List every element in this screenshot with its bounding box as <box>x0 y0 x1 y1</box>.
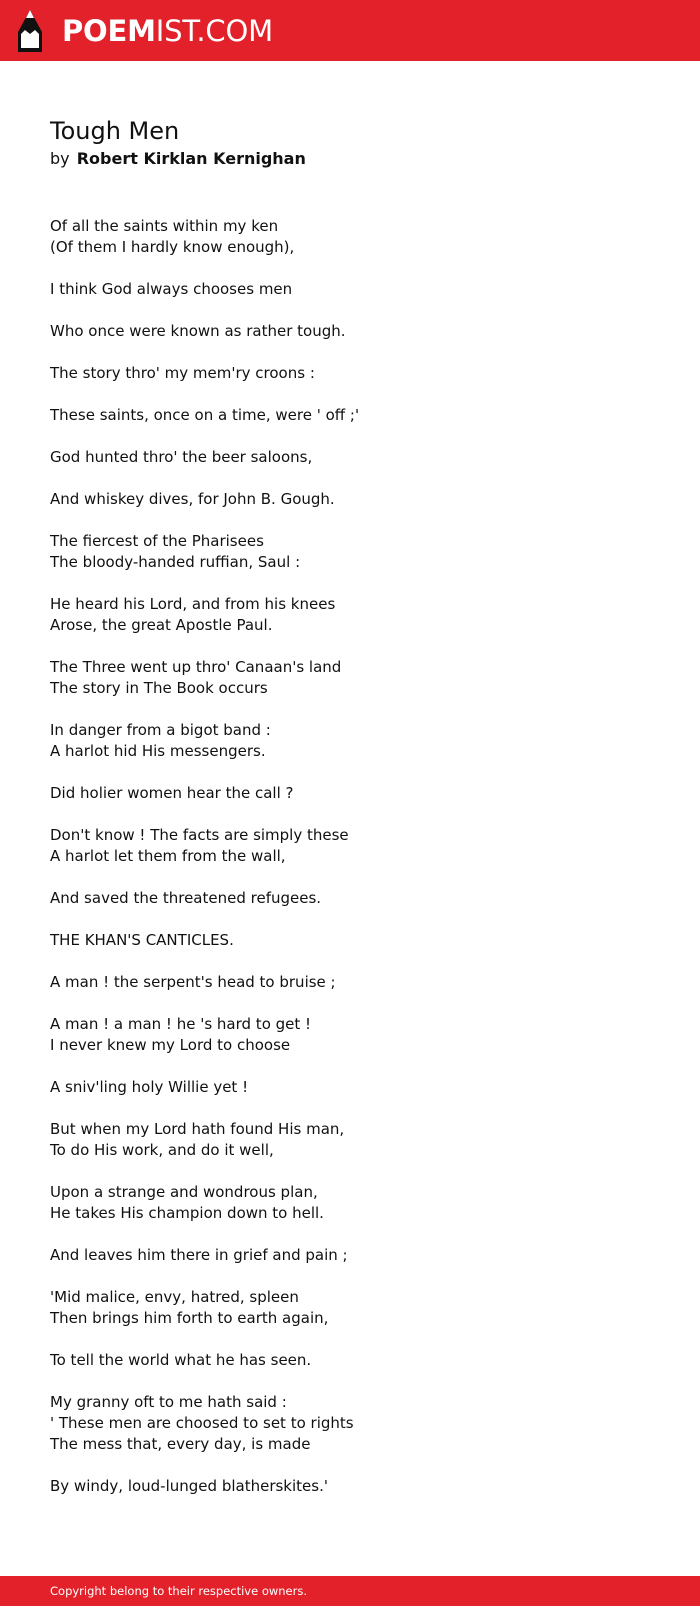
poem-byline <box>50 147 660 171</box>
poem-stanza <box>50 405 660 426</box>
poem-stanza <box>50 489 660 510</box>
poem-stanza <box>50 930 660 951</box>
copyright-text: Copyright belong to their respective owners. <box>50 1584 308 1598</box>
poem-line: Did holier women hear the call ? <box>50 784 294 802</box>
poem-line: A sniv'ling holy Willie yet ! <box>50 1078 249 1096</box>
poem-stanza <box>50 783 660 804</box>
poem-line: To do His work, and do it well, <box>50 1141 274 1159</box>
poem-line: But when my Lord hath found His man, <box>50 1120 345 1138</box>
site-logo-text <box>62 10 273 52</box>
poem-stanza <box>50 1350 660 1371</box>
poem-stanza <box>50 216 660 258</box>
poem-stanza <box>50 531 660 573</box>
poem-stanza <box>50 825 660 867</box>
poem-stanza <box>50 594 660 636</box>
poem-stanza <box>50 1077 660 1098</box>
poem-line: To tell the world what he has seen. <box>50 1351 312 1369</box>
poem-stanza <box>50 1119 660 1161</box>
poem-line: By windy, loud-lunged blatherskites.' <box>50 1477 328 1495</box>
poem-stanza <box>50 1182 660 1224</box>
poem-line: And whiskey dives, for John B. Gough. <box>50 490 335 508</box>
poem-stanza <box>50 363 660 384</box>
poem-line: The story in The Book occurs <box>50 679 268 697</box>
poem-title: Tough Men <box>50 117 180 145</box>
poem-line: 'Mid malice, envy, hatred, spleen <box>50 1288 299 1306</box>
poem-line: God hunted thro' the beer saloons, <box>50 448 313 466</box>
poem-stanza <box>50 279 660 300</box>
poem-author: Robert Kirklan Kernighan <box>76 149 306 168</box>
poem-line: These saints, once on a time, were ' off ;' <box>50 406 360 424</box>
poem-body <box>50 216 660 1497</box>
poem-line: Upon a strange and wondrous plan, <box>50 1183 318 1201</box>
pencil-icon <box>18 10 42 52</box>
poem-line: The Three went up thro' Canaan's land <box>50 658 342 676</box>
logo-text-light: IST.COM <box>155 14 273 48</box>
poem-stanza <box>50 1014 660 1056</box>
poem-line: Arose, the great Apostle Paul. <box>50 616 273 634</box>
poem-line: He takes His champion down to hell. <box>50 1204 324 1222</box>
byline-label: by <box>50 149 70 168</box>
poem-stanza <box>50 888 660 909</box>
poem-line: Of all the saints within my ken <box>50 217 279 235</box>
poem-line: In danger from a bigot band : <box>50 721 271 739</box>
poem-line: (Of them I hardly know enough), <box>50 238 295 256</box>
poem-stanza <box>50 972 660 993</box>
poem-stanza <box>50 657 660 699</box>
logo-text-bold: POEM <box>62 14 156 48</box>
site-logo-link[interactable] <box>18 10 273 52</box>
poem-content <box>50 115 660 1518</box>
poem-line: The bloody-handed ruffian, Saul : <box>50 553 301 571</box>
poem-line: My granny oft to me hath said : <box>50 1393 287 1411</box>
poem-line: A harlot let them from the wall, <box>50 847 286 865</box>
poem-line: A man ! the serpent's head to bruise ; <box>50 973 336 991</box>
poem-line: I never knew my Lord to choose <box>50 1036 291 1054</box>
poem-stanza <box>50 1245 660 1266</box>
poem-line: The story thro' my mem'ry croons : <box>50 364 315 382</box>
poem-line: I think God always chooses men <box>50 280 293 298</box>
poem-line: Don't know ! The facts are simply these <box>50 826 349 844</box>
poem-line: Who once were known as rather tough. <box>50 322 346 340</box>
poem-line: A man ! a man ! he 's hard to get ! <box>50 1015 312 1033</box>
poem-line: THE KHAN'S CANTICLES. <box>50 931 234 949</box>
poem-stanza <box>50 1392 660 1455</box>
poem-line: The fiercest of the Pharisees <box>50 532 264 550</box>
poem-stanza <box>50 1287 660 1329</box>
poem-stanza <box>50 720 660 762</box>
poem-line: And leaves him there in grief and pain ; <box>50 1246 348 1264</box>
poem-line: A harlot hid His messengers. <box>50 742 266 760</box>
poem-line: And saved the threatened refugees. <box>50 889 322 907</box>
poem-stanza <box>50 447 660 468</box>
poem-line: Then brings him forth to earth again, <box>50 1309 329 1327</box>
poem-line: The mess that, every day, is made <box>50 1435 311 1453</box>
poem-line: ' These men are choosed to set to rights <box>50 1414 354 1432</box>
poem-line: He heard his Lord, and from his knees <box>50 595 336 613</box>
poem-stanza <box>50 321 660 342</box>
site-footer <box>0 1576 700 1606</box>
poem-stanza <box>50 1476 660 1497</box>
site-header <box>0 0 700 61</box>
